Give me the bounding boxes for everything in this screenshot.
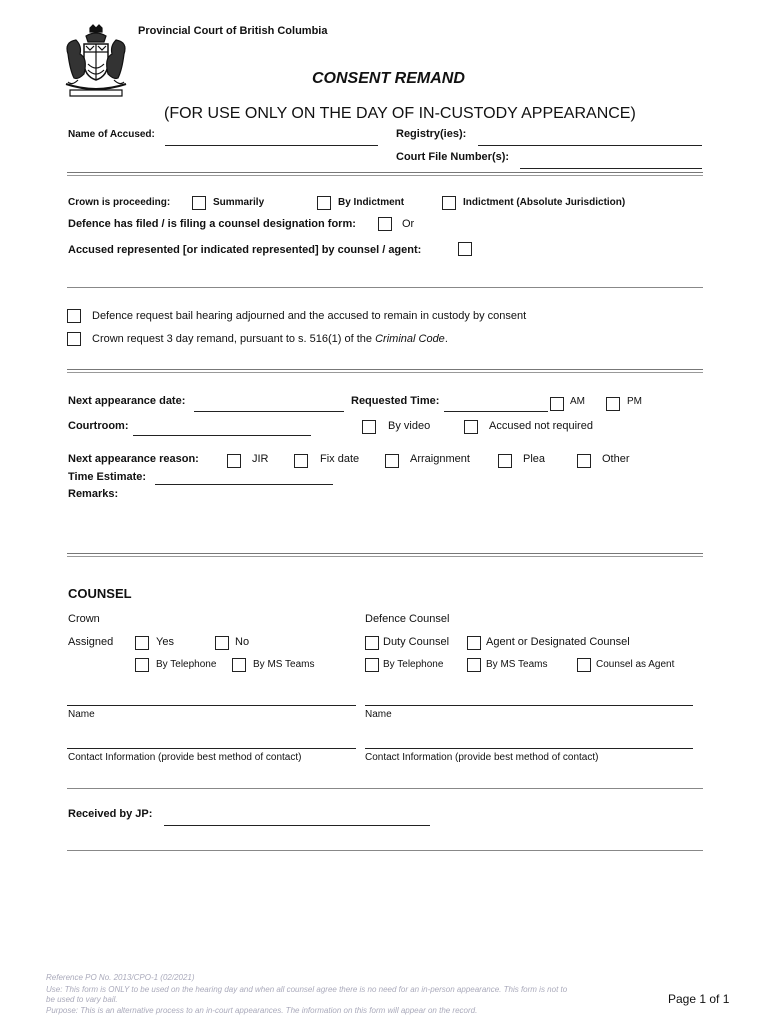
defence-request-checkbox[interactable] <box>67 309 81 323</box>
counsel-as-agent-label: Counsel as Agent <box>596 659 675 670</box>
crown-request-prefix: Crown request 3 day remand, pursuant to s. 516(1) of the <box>92 333 376 345</box>
time-estimate-field[interactable] <box>155 484 333 485</box>
am-label: AM <box>570 396 585 407</box>
separator <box>67 172 703 176</box>
fix-date-checkbox[interactable] <box>294 454 308 468</box>
court-file-field[interactable] <box>520 168 702 169</box>
duty-counsel-checkbox[interactable] <box>365 636 379 650</box>
by-video-checkbox[interactable] <box>362 420 376 434</box>
registry-label: Registry(ies): <box>396 128 467 140</box>
accused-not-required-checkbox[interactable] <box>464 420 478 434</box>
crown-contact-field[interactable] <box>67 748 356 749</box>
court-file-label: Court File Number(s): <box>396 151 510 163</box>
accused-not-required-label: Accused not required <box>489 420 593 432</box>
by-indictment-label: By Indictment <box>338 197 405 208</box>
separator <box>67 553 703 557</box>
crown-label: Crown <box>68 613 100 625</box>
separator <box>67 850 703 851</box>
form-title: CONSENT REMAND <box>312 70 465 87</box>
crown-by-telephone-checkbox[interactable] <box>135 658 149 672</box>
purpose-note: Purpose: This is an alternative process to an in-court appearances. The information on this form will appear on the record. <box>46 1006 478 1015</box>
crown-request-label <box>92 333 448 345</box>
fix-date-label: Fix date <box>320 453 360 465</box>
summarily-label: Summarily <box>213 197 265 208</box>
plea-label: Plea <box>523 453 546 465</box>
next-appearance-reason-label: Next appearance reason: <box>68 453 199 465</box>
pm-checkbox[interactable] <box>606 397 620 411</box>
defence-by-ms-teams-label: By MS Teams <box>486 659 548 670</box>
jir-label: JIR <box>252 453 269 465</box>
use-note-line2: be used to vary bail. <box>46 995 118 1004</box>
by-video-label: By video <box>388 420 431 432</box>
defence-by-ms-teams-checkbox[interactable] <box>467 658 481 672</box>
other-label: Other <box>602 453 630 465</box>
defence-filed-label: Defence has filed / is filing a counsel designation form: <box>68 218 356 230</box>
accused-represented-checkbox[interactable] <box>458 242 472 256</box>
crown-name-label: Name <box>68 709 95 720</box>
crown-by-ms-teams-label: By MS Teams <box>253 659 315 670</box>
counsel-heading: COUNSEL <box>68 586 132 601</box>
absolute-jurisdiction-checkbox[interactable] <box>442 196 456 210</box>
separator <box>67 287 703 288</box>
defence-filed-checkbox[interactable] <box>378 217 392 231</box>
received-by-jp-field[interactable] <box>164 825 430 826</box>
reference-number: Reference PO No. 2013/CPO-1 (02/2021) <box>46 973 195 982</box>
or-label: Or <box>402 218 415 230</box>
defence-name-label: Name <box>365 709 392 720</box>
court-name: Provincial Court of British Columbia <box>138 25 328 37</box>
next-appearance-date-field[interactable] <box>194 411 344 412</box>
crown-no-checkbox[interactable] <box>215 636 229 650</box>
remarks-label: Remarks: <box>68 488 119 500</box>
agent-designated-checkbox[interactable] <box>467 636 481 650</box>
defence-name-field[interactable] <box>365 705 693 706</box>
assigned-label: Assigned <box>68 636 114 648</box>
pm-label: PM <box>627 396 642 407</box>
name-of-accused-field[interactable] <box>165 145 378 146</box>
use-note-line1: Use: This form is ONLY to be used on the hearing day and when all counsel agree there is no need for an in-person appearance. This form is not to <box>46 985 568 994</box>
crown-proceeding-label: Crown is proceeding: <box>68 197 171 208</box>
duty-counsel-label: Duty Counsel <box>383 636 450 648</box>
crown-by-ms-teams-checkbox[interactable] <box>232 658 246 672</box>
crown-yes-checkbox[interactable] <box>135 636 149 650</box>
courtroom-field[interactable] <box>133 435 311 436</box>
criminal-code-text: Criminal Code <box>375 333 445 345</box>
received-by-jp-label: Received by JP: <box>68 808 153 820</box>
plea-checkbox[interactable] <box>498 454 512 468</box>
next-appearance-date-label: Next appearance date: <box>68 395 186 407</box>
summarily-checkbox[interactable] <box>192 196 206 210</box>
page-number: Page 1 of 1 <box>668 992 730 1006</box>
counsel-as-agent-checkbox[interactable] <box>577 658 591 672</box>
accused-represented-label: Accused represented [or indicated represented] by counsel / agent: <box>68 244 422 256</box>
courtroom-label: Courtroom: <box>68 420 129 432</box>
arraignment-label: Arraignment <box>410 453 470 465</box>
crown-contact-label: Contact Information (provide best method of contact) <box>68 752 302 763</box>
agent-designated-label: Agent or Designated Counsel <box>486 636 630 648</box>
defence-by-telephone-checkbox[interactable] <box>365 658 379 672</box>
time-estimate-label: Time Estimate: <box>68 471 147 483</box>
defence-contact-label: Contact Information (provide best method of contact) <box>365 752 599 763</box>
crown-by-telephone-label: By Telephone <box>156 659 217 670</box>
absolute-jurisdiction-label: Indictment (Absolute Jurisdiction) <box>463 197 626 208</box>
separator <box>67 369 703 373</box>
crown-request-checkbox[interactable] <box>67 332 81 346</box>
defence-counsel-label: Defence Counsel <box>365 613 450 625</box>
by-indictment-checkbox[interactable] <box>317 196 331 210</box>
am-checkbox[interactable] <box>550 397 564 411</box>
crown-request-suffix: . <box>444 333 448 345</box>
crown-yes-label: Yes <box>156 636 174 648</box>
coat-of-arms-crest <box>60 24 132 102</box>
defence-contact-field[interactable] <box>365 748 693 749</box>
jir-checkbox[interactable] <box>227 454 241 468</box>
requested-time-label: Requested Time: <box>351 395 440 407</box>
separator <box>67 788 703 789</box>
name-of-accused-label: Name of Accused: <box>68 129 155 140</box>
registry-field[interactable] <box>478 145 702 146</box>
defence-request-label: Defence request bail hearing adjourned and the accused to remain in custody by consent <box>92 310 527 322</box>
defence-by-telephone-label: By Telephone <box>383 659 444 670</box>
other-checkbox[interactable] <box>577 454 591 468</box>
form-subtitle: (FOR USE ONLY ON THE DAY OF IN-CUSTODY APPEARANCE) <box>164 105 636 122</box>
crown-no-label: No <box>235 636 250 648</box>
requested-time-field[interactable] <box>444 411 548 412</box>
arraignment-checkbox[interactable] <box>385 454 399 468</box>
crown-name-field[interactable] <box>67 705 356 706</box>
